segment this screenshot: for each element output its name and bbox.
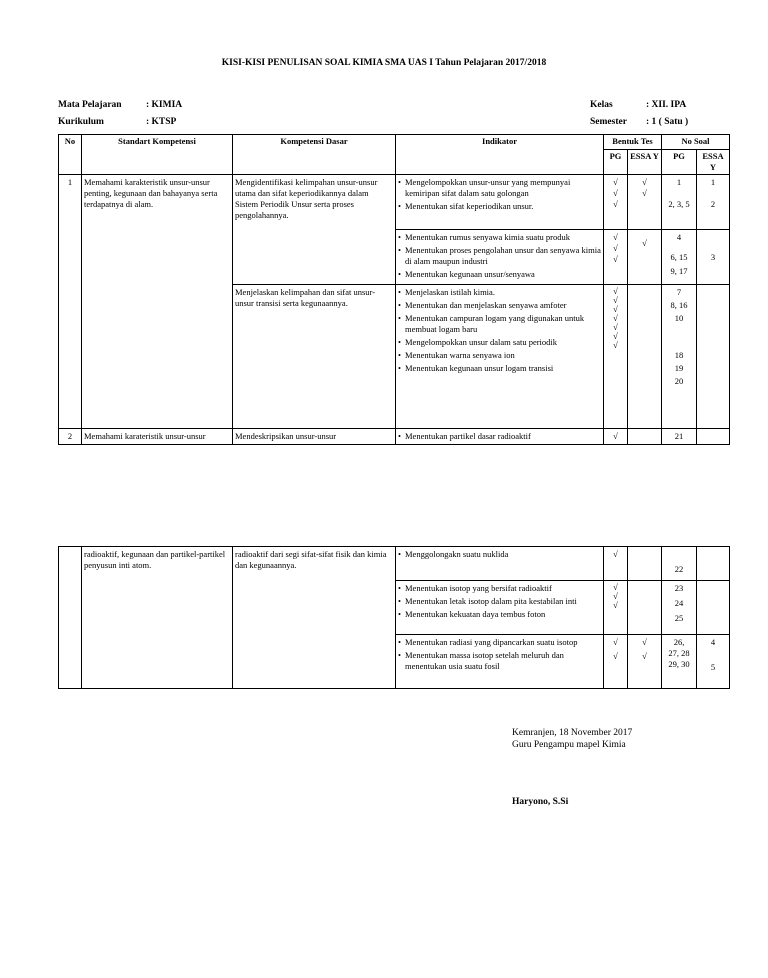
indikator-item: • Menentukan warna senyawa ion <box>398 350 601 361</box>
check-mark: √ <box>613 340 618 350</box>
essay-check-cell <box>628 230 662 285</box>
soal-number: 6, 15 <box>670 252 688 262</box>
check-mark: √ <box>613 313 618 323</box>
no-soal-essay-cell <box>697 635 730 689</box>
check-mark: √ <box>613 304 618 314</box>
no-soal-pg-cell <box>662 175 697 230</box>
indikator-item: • Menentukan campuran logam yang digunakan untuk membuat logam baru <box>398 313 601 335</box>
no-soal-pg-cell <box>662 547 697 581</box>
header-no-soal: No Soal <box>662 135 730 150</box>
indikator-item: • Mengelompokkan unsur dalam satu periodik <box>398 337 601 348</box>
soal-number: 22 <box>674 564 684 574</box>
no-soal-pg-cell <box>662 635 697 689</box>
check-mark: √ <box>613 431 618 441</box>
essay-check-cell <box>628 581 662 635</box>
indikator-cell <box>396 581 604 635</box>
no-soal-essay-cell <box>697 230 730 285</box>
indikator-item: • Menggolongakn suatu nuklida <box>398 549 601 560</box>
soal-number: 4 <box>710 637 716 647</box>
kompetensi-dasar-cell: Mengidentifikasi kelimpahan unsur-unsur utama dan sifat keperiodikannya dalam Sistem Periodik Unsur serta proses pengolahannya. <box>233 175 396 285</box>
no-soal-pg-cell <box>662 285 697 429</box>
soal-number: 7 <box>676 287 682 297</box>
essay-check-cell <box>628 635 662 689</box>
header-no-soal-essay: ESSA Y <box>697 150 730 175</box>
header-no-soal-pg: PG <box>662 150 697 175</box>
check-mark: √ <box>613 637 618 647</box>
no-soal-essay-cell <box>697 285 730 429</box>
soal-number: 26, <box>673 637 685 647</box>
mapel-label: Mata Pelajaran <box>58 100 122 110</box>
check-mark: √ <box>613 600 618 610</box>
kelas-label: Kelas <box>590 100 613 110</box>
indikator-item: • Menentukan kegunaan unsur logam transisi <box>398 363 601 374</box>
standart-kompetensi-cell: radioaktif, kegunaan dan partikel-partikel penyusun inti atom. <box>82 547 233 689</box>
check-mark: √ <box>613 295 618 305</box>
no-soal-essay-cell <box>697 547 730 581</box>
standart-kompetensi-cell: Memahami karakteristik unsur-unsur penting, kegunaan dan bahayanya serta terdapatnya di alam. <box>82 175 233 429</box>
check-mark: √ <box>613 188 618 198</box>
document-title: KISI-KISI PENULISAN SOAL KIMIA SMA UAS I Tahun Pelajaran 2017/2018 <box>221 58 547 68</box>
soal-number: 20 <box>674 376 684 386</box>
kisi-table-page-2 <box>58 546 730 689</box>
header-pg: PG <box>604 150 628 175</box>
indikator-item: • Menentukan sifat keperiodikan unsur. <box>398 201 601 212</box>
soal-number: 25 <box>674 613 684 623</box>
no-soal-pg-cell <box>662 581 697 635</box>
check-mark: √ <box>642 188 647 198</box>
kisi-table-page-1 <box>58 134 730 445</box>
soal-number: 8, 16 <box>670 300 688 310</box>
pg-check-cell <box>604 285 628 429</box>
check-mark: √ <box>613 549 618 559</box>
soal-number: 24 <box>674 598 684 608</box>
check-mark: √ <box>613 286 618 296</box>
check-mark: √ <box>613 582 618 592</box>
indikator-cell <box>396 285 604 429</box>
soal-number: 2 <box>710 199 716 209</box>
indikator-cell <box>396 547 604 581</box>
indikator-item: • Menentukan radiasi yang dipancarkan suatu isotop <box>398 637 601 648</box>
check-mark: √ <box>642 238 647 248</box>
pg-check-cell <box>604 581 628 635</box>
indikator-item: • Menentukan rumus senyawa kimia suatu produk <box>398 232 601 243</box>
header-standart-kompetensi: Standart Kompetensi <box>82 135 233 175</box>
essay-check-cell <box>628 285 662 429</box>
indikator-cell <box>396 429 604 445</box>
soal-number: 3 <box>710 252 716 262</box>
no-soal-essay-cell <box>697 581 730 635</box>
signature-place-date: Kemranjen, 18 November 2017 <box>512 728 633 738</box>
check-mark: √ <box>642 637 647 647</box>
soal-number: 9, 17 <box>670 266 688 276</box>
indikator-item: • Menentukan partikel dasar radioaktif <box>398 431 601 442</box>
essay-check-cell <box>628 175 662 230</box>
kompetensi-dasar-cell: Mendeskripsikan unsur-unsur <box>233 429 396 445</box>
kompetensi-dasar-cell: radioaktif dari segi sifat-sifat fisik dan kimia dan kegunaannya. <box>233 547 396 689</box>
header-kompetensi-dasar: Kompetensi Dasar <box>233 135 396 175</box>
soal-number: 2, 3, 5 <box>668 199 690 209</box>
check-mark: √ <box>613 322 618 332</box>
row-number <box>59 547 82 689</box>
signature-name: Haryono, S.Si <box>512 797 569 807</box>
no-soal-essay-cell <box>697 175 730 230</box>
header-bentuk-tes: Bentuk Tes <box>604 135 662 150</box>
row-number: 2 <box>59 429 82 445</box>
soal-number: 1 <box>676 177 682 187</box>
standart-kompetensi-cell: Memahami karateristik unsur-unsur <box>82 429 233 445</box>
soal-number: 10 <box>674 313 684 323</box>
check-mark: √ <box>613 232 618 242</box>
header-indikator: Indikator <box>396 135 604 175</box>
indikator-item: • Menentukan kekuatan daya tembus foton <box>398 609 601 620</box>
kurikulum-value: : KTSP <box>146 117 177 127</box>
mapel-value: : KIMIA <box>146 100 183 110</box>
soal-number: 1 <box>710 177 716 187</box>
check-mark: √ <box>613 199 618 209</box>
indikator-item: • Menjelaskan istilah kimia. <box>398 287 601 298</box>
soal-number: 23 <box>674 583 684 593</box>
soal-number: 19 <box>674 363 684 373</box>
indikator-item: • Menentukan proses pengolahan unsur dan senyawa kimia di alam maupun industri <box>398 245 601 267</box>
indikator-item: • Menentukan isotop yang bersifat radioaktif <box>398 583 601 594</box>
kompetensi-dasar-cell: Menjelaskan kelimpahan dan sifat unsur-unsur transisi serta kegunaannya. <box>233 285 396 429</box>
indikator-item: • Mengelompokkan unsur-unsur yang mempunyai kemiripan sifat dalam satu golongan <box>398 177 601 199</box>
indikator-item: • Menentukan dan menjelaskan senyawa amfoter <box>398 300 601 311</box>
check-mark: √ <box>613 243 618 253</box>
header-essay: ESSA Y <box>628 150 662 175</box>
check-mark: √ <box>613 331 618 341</box>
soal-number: 27, 28 <box>668 648 690 658</box>
kurikulum-label: Kurikulum <box>58 117 104 127</box>
pg-check-cell <box>604 547 628 581</box>
no-soal-pg-cell: 21 <box>662 429 697 445</box>
row-number: 1 <box>59 175 82 429</box>
check-mark: √ <box>613 177 618 187</box>
no-soal-essay-cell <box>697 429 730 445</box>
soal-number: 5 <box>710 662 716 672</box>
kelas-value: : XII. IPA <box>646 100 687 110</box>
indikator-cell <box>396 175 604 230</box>
check-mark: √ <box>642 651 647 661</box>
signature-role: Guru Pengampu mapel Kimia <box>512 740 626 750</box>
indikator-item: • Menentukan letak isotop dalam pita kestabilan inti <box>398 596 601 607</box>
check-mark: √ <box>642 177 647 187</box>
soal-number: 4 <box>676 232 682 242</box>
essay-check-cell <box>628 429 662 445</box>
check-mark: √ <box>613 591 618 601</box>
soal-number: 18 <box>674 350 684 360</box>
soal-number: 29, 30 <box>668 659 690 669</box>
semester-label: Semester <box>590 117 627 127</box>
indikator-cell <box>396 230 604 285</box>
check-mark: √ <box>613 651 618 661</box>
header-no: No <box>59 135 82 175</box>
pg-check-cell <box>604 175 628 230</box>
indikator-item: • Menentukan kegunaan unsur/senyawa <box>398 269 601 280</box>
indikator-item: • Menentukan massa isotop setelah meluruh dan menentukan usia suatu fosil <box>398 650 601 672</box>
no-soal-pg-cell <box>662 230 697 285</box>
pg-check-cell <box>604 429 628 445</box>
semester-value: : 1 ( Satu ) <box>646 117 689 127</box>
indikator-cell <box>396 635 604 689</box>
pg-check-cell <box>604 230 628 285</box>
essay-check-cell <box>628 547 662 581</box>
check-mark: √ <box>613 254 618 264</box>
pg-check-cell <box>604 635 628 689</box>
